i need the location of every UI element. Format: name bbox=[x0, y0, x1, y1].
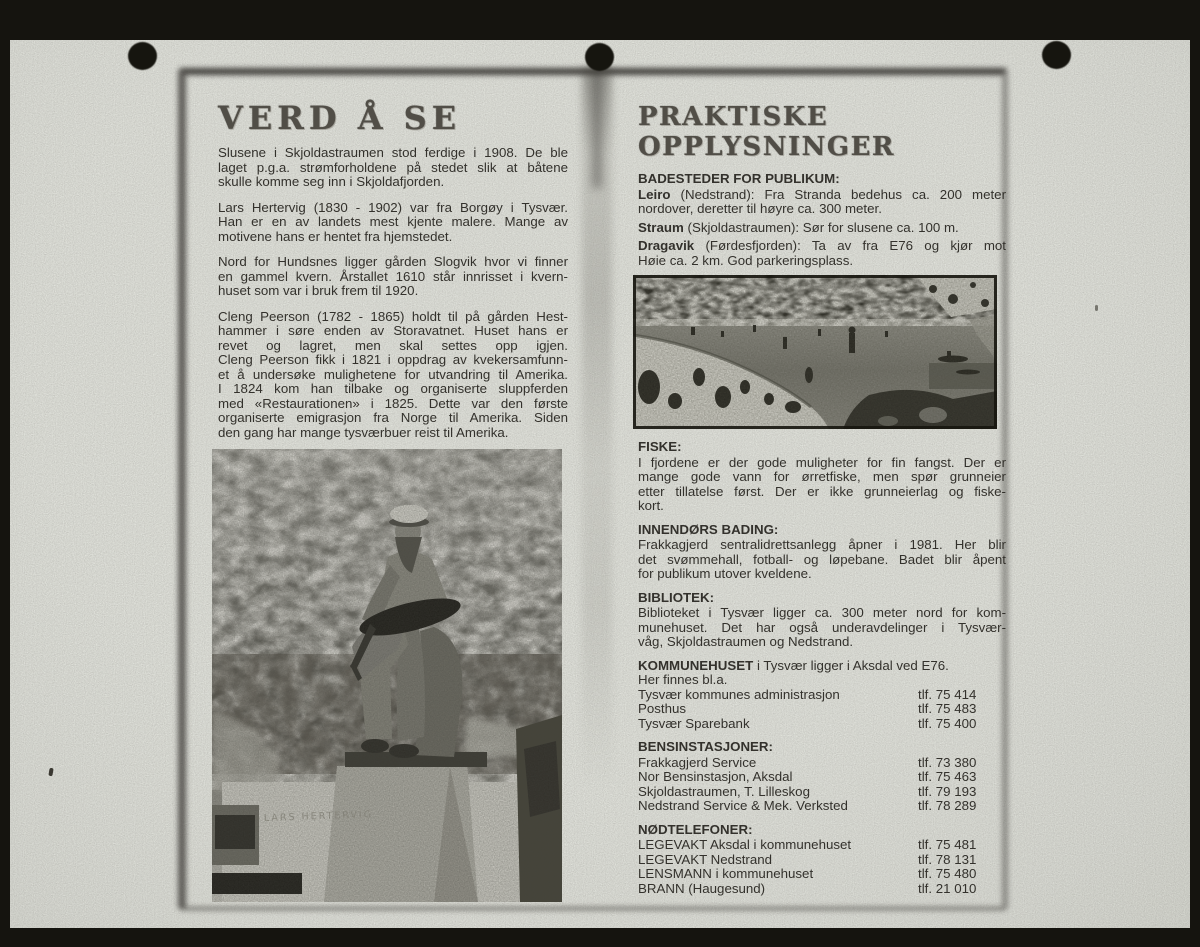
text-line: etter tillatelse først. Der er ikke grunneierlag og fiske- bbox=[638, 483, 1006, 499]
text-line: kort. bbox=[638, 498, 664, 513]
kommunehuset-text: i Tysvær ligger i Aksdal ved E76. bbox=[756, 657, 949, 673]
section-bensinstasjoner bbox=[638, 740, 1006, 814]
text-line: den gang har mange tysværbuer reist til Amerika. bbox=[218, 424, 509, 440]
title-line-2: OPPLYSNINGER bbox=[638, 132, 896, 162]
ink-speck bbox=[48, 768, 53, 777]
phone-row bbox=[638, 867, 1006, 882]
center-fold-smudge bbox=[582, 68, 612, 788]
text-line: hammer i søre enden av Storavatnet. Huset hans er bbox=[218, 323, 568, 338]
section-nodtelefoner bbox=[638, 823, 1006, 897]
right-column bbox=[638, 102, 1006, 896]
phone-number: tlf. 75 414 bbox=[918, 686, 977, 702]
punch-hole bbox=[585, 43, 614, 71]
text-line: Frakkagjerd sentralidrettsanlegg åpner i 1981. Her blir bbox=[638, 537, 1006, 552]
text-line: nordover, deretter til høyre ca. 300 meter. bbox=[638, 201, 882, 216]
phone-number: tlf. 78 289 bbox=[918, 798, 977, 813]
punch-hole bbox=[1042, 41, 1071, 69]
section-bibliotek bbox=[638, 591, 1006, 650]
phone-row bbox=[638, 770, 1006, 785]
text-line: organiserte emigrasjon fra Norge til Amerika. Siden bbox=[218, 410, 568, 425]
text-line bbox=[638, 188, 1006, 203]
phone-row-label: Nor Bensinstasjon, Aksdal bbox=[638, 770, 793, 784]
bathing-spot-entry bbox=[638, 188, 1006, 217]
text-line: Cleng Peerson (1782 - 1865) holdt til på gården Hest- bbox=[218, 308, 568, 324]
text-line: revet og lagret, men skal settes opp igjen. bbox=[218, 337, 568, 353]
text-line bbox=[638, 221, 1006, 236]
text-line: for publikum utover kveldene. bbox=[638, 566, 812, 581]
phone-number: tlf. 73 380 bbox=[918, 754, 977, 770]
bathing-spot-entry bbox=[638, 221, 1006, 236]
phone-row bbox=[638, 756, 1006, 771]
place-name: Leiro bbox=[638, 186, 671, 202]
phone-row bbox=[638, 882, 1006, 897]
kommunehuset-label: KOMMUNEHUSET bbox=[638, 657, 754, 673]
phone-number: tlf. 21 010 bbox=[918, 880, 977, 896]
phone-row-label: Tysvær Sparebank bbox=[638, 716, 750, 731]
text-line: et å undersøke mulighetene for utvandring til Amerika. bbox=[218, 366, 568, 382]
text-line: med «Restaurationen» i 1825. Dette var den første bbox=[218, 395, 568, 411]
section-heading: BADESTEDER FOR PUBLIKUM: bbox=[638, 171, 840, 186]
section-heading: BIBLIOTEK: bbox=[638, 589, 715, 605]
text-line bbox=[638, 659, 1006, 674]
section-innendors-bading bbox=[638, 523, 1006, 582]
place-text: (Skjoldastraumen): Sør for slusene ca. 100 m. bbox=[687, 219, 959, 235]
phone-number: tlf. 78 131 bbox=[918, 851, 977, 867]
section-fiske bbox=[638, 440, 1006, 514]
text-line: en gammel kvern. Årstallet 1610 står innrisset i kvern- bbox=[218, 268, 568, 284]
text-line: det svømmehall, fotball- og løpebane. Badet blir åpent bbox=[638, 551, 1006, 567]
phone-row bbox=[638, 853, 1006, 868]
phone-number: tlf. 75 463 bbox=[918, 769, 977, 784]
text-line: I 1824 kom han tilbake og organiserte sluppferden bbox=[218, 381, 568, 396]
phone-row-label: Posthus bbox=[638, 702, 687, 716]
paper-sheet bbox=[10, 40, 1190, 928]
phone-row-label: Nedstrand Service & Mek. Verksted bbox=[638, 799, 848, 813]
punch-hole bbox=[128, 42, 157, 70]
phone-number: tlf. 75 483 bbox=[918, 701, 977, 716]
section-heading: INNENDØRS BADING: bbox=[638, 521, 779, 537]
text-line: motivene hans er hentet fra hjemstedet. bbox=[218, 228, 453, 244]
phone-number: tlf. 79 193 bbox=[918, 783, 977, 799]
phone-row-label: Tysvær kommunes administrasjon bbox=[638, 687, 840, 702]
text-line: munehuset. Det har også underavdelinger i Tysvær- bbox=[638, 619, 1006, 635]
section-heading: FISKE: bbox=[638, 439, 682, 454]
paragraph bbox=[218, 310, 568, 441]
text-line: Cleng Peerson fikk i 1821 i oppdrag av kvekersamfunn- bbox=[218, 352, 568, 367]
paragraph bbox=[218, 146, 568, 190]
ink-speck bbox=[1095, 305, 1098, 311]
phone-row bbox=[638, 688, 1006, 703]
text-line: I fjordene er der gode muligheter for fin fangst. Der er bbox=[638, 454, 1006, 470]
place-name: Dragavik bbox=[638, 238, 695, 253]
phone-row bbox=[638, 838, 1006, 853]
phone-row bbox=[638, 717, 1006, 732]
section-heading: NØDTELEFONER: bbox=[638, 821, 753, 837]
text-line: skulle komme seg inn i Skjoldafjorden. bbox=[218, 174, 445, 189]
phone-number: tlf. 75 480 bbox=[918, 866, 977, 881]
text-line: Her finnes bl.a. bbox=[638, 672, 728, 687]
phone-row-label: Skjoldastraumen, T. Lilleskog bbox=[638, 784, 810, 799]
phone-number: tlf. 75 400 bbox=[918, 715, 977, 731]
phone-row bbox=[638, 799, 1006, 814]
place-name: Straum bbox=[638, 219, 684, 235]
section-kommunehuset bbox=[638, 659, 1006, 732]
beach-photo bbox=[633, 275, 997, 429]
place-text: (Førdesfjorden): Ta av fra E76 og kjør mot bbox=[705, 238, 1006, 253]
place-text: (Nedstrand): Fra Stranda bedehus ca. 200 meter bbox=[680, 186, 1007, 202]
phone-row bbox=[638, 702, 1006, 717]
text-line: Nord for Hundsnes ligger gården Slogvik hvor vi finner bbox=[218, 254, 568, 269]
phone-row-label: LEGEVAKT Aksdal i kommunehuset bbox=[638, 838, 852, 852]
text-line bbox=[638, 239, 1006, 254]
title-line-1: PRAKTISKE bbox=[638, 102, 829, 132]
bathing-spot-entry bbox=[638, 239, 1006, 268]
phone-number: tlf. 75 481 bbox=[918, 837, 977, 852]
text-line: Lars Hertervig (1830 - 1902) var fra Borgøy i Tysvær. bbox=[218, 199, 568, 215]
phone-row-label: BRANN (Haugesund) bbox=[638, 881, 766, 896]
phone-row-label: LENSMANN i kommunehuset bbox=[638, 867, 814, 881]
left-column bbox=[218, 100, 568, 902]
right-column-title bbox=[638, 102, 1006, 162]
paragraph bbox=[218, 255, 568, 299]
phone-row bbox=[638, 785, 1006, 800]
left-column-title: VERD Å SE bbox=[218, 99, 462, 137]
statue-photo bbox=[212, 449, 562, 902]
paragraph bbox=[218, 201, 568, 245]
phone-row-label: LEGEVAKT Nedstrand bbox=[638, 852, 773, 867]
text-line: Biblioteket i Tysvær ligger ca. 300 meter nord for kom- bbox=[638, 605, 1006, 620]
text-line: Høie ca. 2 km. God parkeringsplass. bbox=[638, 252, 854, 268]
text-line: våg, Skjoldastraumen og Nedstrand. bbox=[638, 634, 854, 649]
text-line: huset som var i bruk frem til 1920. bbox=[218, 283, 419, 298]
text-line: mange gode vann for ørretfiske, men spør grunneier bbox=[638, 469, 1006, 484]
section-heading: BENSINSTASJONER: bbox=[638, 739, 773, 754]
phone-row-label: Frakkagjerd Service bbox=[638, 755, 757, 770]
text-line: Slusene i Skjoldastraumen stod ferdige i 1908. De ble bbox=[218, 145, 568, 160]
text-line: laget p.g.a. strømforholdene på stedet slik at båtene bbox=[218, 159, 568, 175]
section-badesteder bbox=[638, 172, 1006, 268]
text-line: Han er en av landets mest kjente malere. Mange av bbox=[218, 214, 568, 229]
